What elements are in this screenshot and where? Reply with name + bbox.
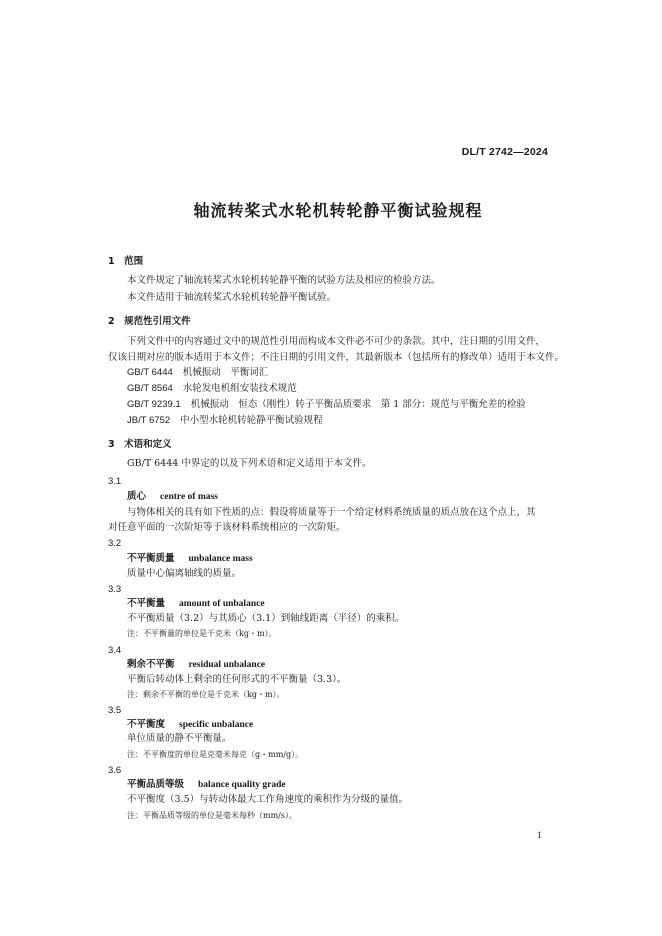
reference-code: GB/T 6444 [127,367,173,378]
reference-item [127,415,323,427]
term-number: 3.5 [108,705,122,716]
reference-title: 机械振动 恒态（刚性）转子平衡品质要求 第 1 部分：规范与平衡允差的检验 [190,399,526,410]
term-en: balance quality grade [198,780,286,790]
term-zh: 剩余不平衡 [127,659,175,670]
reference-title: 中小型水轮机转轮静平衡试验规程 [180,415,323,426]
reference-title: 水轮发电机组安装技术规范 [182,383,297,394]
term-heading [127,491,218,503]
term-zh: 不平衡量 [127,598,166,609]
term-en: amount of unbalance [179,599,265,609]
term-definition-continued: 对任意平面的一次阶矩等于该材料系统相应的一次阶矩。 [108,522,346,533]
term-en: unbalance mass [188,554,253,564]
term-heading [127,553,253,565]
term-number: 3.3 [108,584,122,595]
document-title: 轴流转桨式水轮机转轮静平衡试验规程 [193,201,483,220]
term-definition: 平衡后转动体上剩余的任何形式的不平衡量（3.3）。 [127,674,347,685]
reference-code: JB/T 6752 [127,415,171,426]
term-definition: 质量中心偏离轴线的质量。 [127,568,242,579]
term-heading [127,598,265,610]
term-note: 注：不平衡度的单位是克毫米每克（g・mm/g）。 [127,750,304,759]
term-definition: 不平衡质量（3.2）与其质心（3.1）到轴线距离（半径）的乘积。 [127,613,405,624]
standard-code: DL/T 2742—2024 [461,146,548,158]
term-zh: 平衡品质等级 [127,779,185,790]
term-note: 注：剩余不平衡的单位是千克米（kg・m）。 [127,690,285,699]
reference-item [127,367,268,379]
reference-title: 机械振动 平衡词汇 [182,367,269,378]
page-number: 1 [537,831,542,841]
reference-item [127,399,526,411]
term-definition: 不平衡度（3.5）与转动体最大工作角速度的乘积作为分级的量值。 [127,794,409,805]
term-zh: 不平衡质量 [127,553,175,564]
term-en: specific unbalance [179,720,254,730]
section-3-intro: GB/T 6444 中界定的以及下列术语和定义适用于本文件。 [127,458,372,469]
reference-code: GB/T 9239.1 [127,399,181,410]
term-en: centre of mass [160,492,218,502]
section-1-heading: 1 范围 [108,256,144,267]
term-heading [127,659,265,671]
term-definition: 单位质量的静不平衡量。 [127,733,232,744]
term-heading [127,719,253,731]
term-zh: 质心 [127,491,147,502]
term-number: 3.4 [108,645,122,656]
term-number: 3.2 [108,538,122,549]
reference-code: GB/T 8564 [127,383,173,394]
section-3-heading: 3 术语和定义 [108,439,172,450]
section-2-intro-line-2: 仅该日期对应的版本适用于本文件；不注日期的引用文件，其最新版本（包括所有的修改单）适用于本文件。 [108,352,565,363]
term-heading [127,779,286,791]
term-note: 注：平衡品质等级的单位是毫米每秒（mm/s）。 [127,811,297,820]
term-definition: 与物体相关的具有如下性质的点：假设将质量等于一个给定材料系统质量的质点放在这个点上，其 [127,507,536,518]
term-zh: 不平衡度 [127,719,166,730]
section-2-intro-line-1: 下列文件中的内容通过文中的规范性引用而构成本文件必不可少的条款。其中，注日期的引用文件， [127,336,546,347]
reference-item [127,383,297,395]
term-en: residual unbalance [188,660,266,670]
section-2-heading: 2 规范性引用文件 [108,316,191,327]
term-number: 3.6 [108,765,122,776]
section-1-paragraph-1: 本文件规定了轴流转桨式水轮机转轮静平衡的试验方法及相应的检验方法。 [127,275,441,286]
term-number: 3.1 [108,476,122,487]
section-1-paragraph-2: 本文件适用于轴流转桨式水轮机转轮静平衡试验。 [127,292,337,303]
term-note: 注：不平衡量的单位是千克米（kg・m）。 [127,629,277,638]
